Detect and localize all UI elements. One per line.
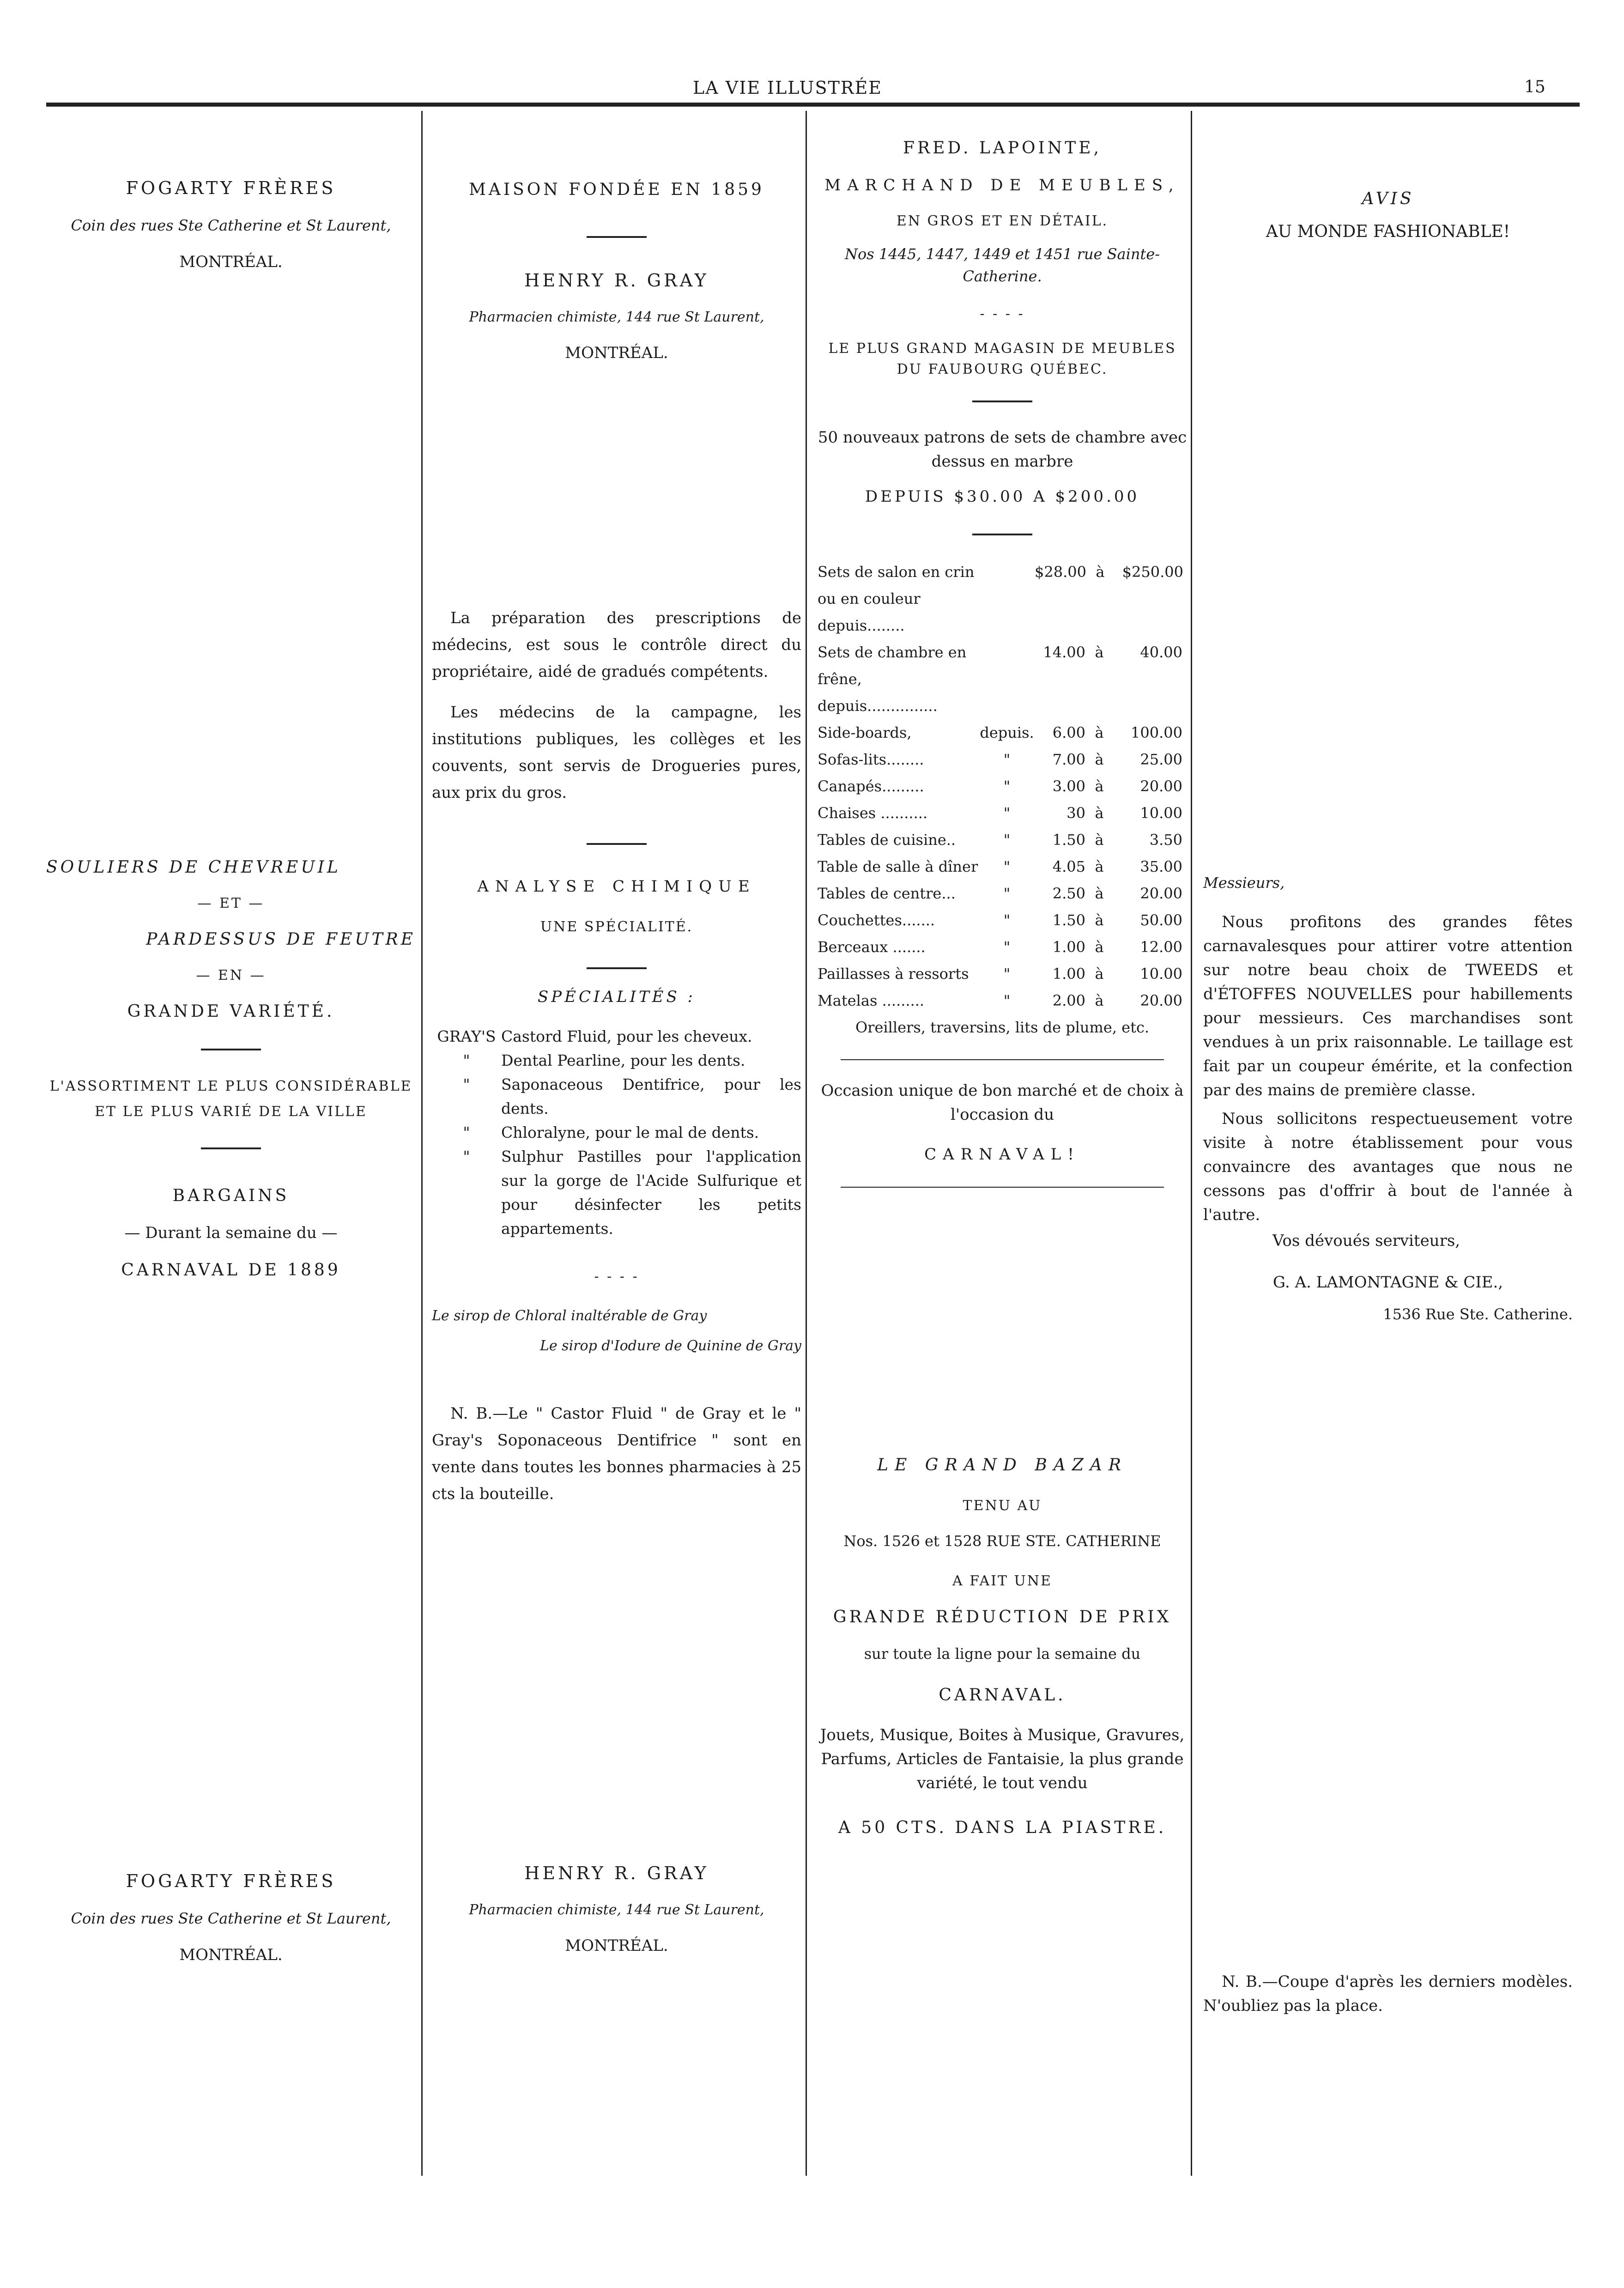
avis-heading: AVIS [1362, 189, 1414, 208]
list-text: Chloralyne, pour le mal de dents. [501, 1123, 759, 1141]
patrons-line: 50 nouveaux patrons de sets de chambre avec dessus en marbre [818, 428, 1187, 471]
list-text: Saponaceous Dentifrice, pour les dents. [501, 1075, 801, 1117]
column-fogarty [46, 111, 416, 1964]
bazar-address: Nos. 1526 et 1528 RUE STE. CATHERINE [843, 1532, 1161, 1550]
analyse-heading: ANALYSE CHIMIQUE [477, 877, 756, 896]
ad-connector-en: — EN — [196, 967, 266, 983]
price-row [818, 746, 1187, 773]
price-item: Side-boards, [818, 724, 912, 741]
price-to: 25.00 [1140, 751, 1182, 768]
price-row [818, 880, 1187, 907]
price-item: Sets de salon en crin ou en couleur depuis........ [818, 563, 975, 634]
bazar-reduction: GRANDE RÉDUCTION DE PRIX [833, 1608, 1172, 1626]
price-item: Chaises .......... [818, 804, 928, 822]
price-row [818, 719, 1187, 746]
advertiser-name: FOGARTY FRÈRES [126, 178, 336, 198]
advertiser-city: MONTRÉAL. [179, 253, 283, 271]
list-mark: " [463, 1123, 470, 1141]
bazar-ligne: sur toute la ligne pour la semaine du [864, 1645, 1141, 1663]
price-ditto: " [1003, 777, 1011, 795]
column-divider [421, 111, 423, 2176]
price-ditto: depuis. [980, 724, 1034, 741]
price-from: 3.00 [1052, 777, 1085, 795]
salutation: Messieurs, [1203, 874, 1285, 892]
price-a: à [1095, 777, 1104, 795]
price-ditto: " [1003, 858, 1011, 875]
signature-line-2: G. A. LAMONTAGNE & CIE., [1273, 1273, 1503, 1292]
price-to: 35.00 [1140, 858, 1182, 875]
price-ditto: " [1003, 831, 1011, 849]
column-divider [1191, 111, 1192, 2176]
price-ditto: " [1003, 885, 1011, 902]
bazar-title: LE GRAND BAZAR [877, 1456, 1127, 1475]
depuis-line: DEPUIS $30.00 A $200.00 [865, 487, 1140, 506]
price-a: à [1095, 858, 1104, 875]
price-ditto: " [1003, 751, 1011, 768]
price-a: à [1095, 885, 1104, 902]
price-to: 100.00 [1131, 724, 1182, 741]
price-ditto [979, 639, 1035, 719]
ad-line-bargains: BARGAINS [172, 1186, 290, 1205]
price-row [818, 853, 1187, 880]
price-to: 10.00 [1140, 965, 1182, 983]
page-number: 15 [1524, 78, 1545, 97]
list-mark: " [463, 1075, 470, 1093]
ad-line-souliers: SOULIERS DE CHEVREUIL [46, 858, 341, 877]
price-a: à [1095, 643, 1104, 661]
bazar-price: A 50 CTS. DANS LA PIASTRE. [838, 1818, 1167, 1837]
price-to: 3.50 [1149, 831, 1182, 849]
price-from: $28.00 [1035, 563, 1086, 581]
advertiser-trade: MARCHAND DE MEUBLES, [824, 176, 1180, 194]
oreillers-line: Oreillers, traversins, lits de plume, etc. [855, 1019, 1150, 1036]
price-ditto: " [1003, 965, 1011, 983]
price-from: 7.00 [1052, 751, 1085, 768]
nota-bene: N. B.—Le " Castor Fluid " de Gray et le " Gray's Soponaceous Dentifrice " sont en vente dans toutes les bonnes pharmacies à 25 cts la bouteille. [432, 1404, 801, 1503]
advertiser-address: Coin des rues Ste Catherine et St Laurent, [71, 1910, 391, 1927]
ad-line-carnaval: CARNAVAL DE 1889 [121, 1261, 341, 1280]
price-item: Sets de chambre en frêne, depuis............... [818, 643, 967, 715]
advertiser-name: FOGARTY FRÈRES [126, 1871, 336, 1891]
price-from: 2.00 [1052, 992, 1085, 1009]
price-row [818, 934, 1187, 960]
section-rule [201, 1147, 261, 1149]
list-item [432, 1025, 801, 1049]
price-to: 10.00 [1140, 804, 1182, 822]
price-a: à [1095, 965, 1104, 983]
section-rule [841, 1187, 1164, 1188]
price-from: 2.50 [1052, 885, 1085, 902]
advertiser-address: Pharmacien chimiste, 144 rue St Laurent, [469, 1902, 764, 1918]
column-lapointe [818, 111, 1187, 1837]
section-dots: - - - - [980, 306, 1025, 322]
price-from: 4.05 [1052, 858, 1085, 875]
price-item: Paillasses à ressorts [818, 965, 969, 983]
price-a: à [1095, 804, 1104, 822]
bazar-carnaval: CARNAVAL. [939, 1686, 1066, 1705]
price-from: 1.00 [1052, 965, 1085, 983]
price-a: à [1095, 724, 1104, 741]
ad-line-semaine: — Durant la semaine du — [124, 1224, 338, 1242]
advertiser-address: Pharmacien chimiste, 144 rue St Laurent, [469, 309, 764, 325]
carnaval-line: CARNAVAL! [924, 1145, 1080, 1164]
magasin-line-2: DU FAUBOURG QUÉBEC. [897, 361, 1108, 377]
list-mark: GRAY'S [437, 1027, 496, 1045]
advertiser-name: FRED. LAPOINTE, [903, 139, 1102, 158]
price-a: à [1096, 563, 1105, 581]
price-from: 6.00 [1052, 724, 1085, 741]
ad-line-pardessus: PARDESSUS DE FEUTRE [146, 930, 416, 949]
magasin-line-1: LE PLUS GRAND MAGASIN DE MEUBLES [828, 340, 1176, 357]
section-dots: - - - - [594, 1268, 639, 1285]
price-to: 12.00 [1140, 938, 1182, 956]
advertiser-address: Nos 1445, 1447, 1449 et 1451 rue Sainte-Catherine. [844, 245, 1160, 285]
paragraph-prescriptions: La préparation des prescriptions de médecins, est sous le contrôle direct du propriétaire, aidé de gradués compétents. [432, 609, 801, 681]
section-rule [972, 534, 1032, 535]
advertiser-city: MONTRÉAL. [179, 1946, 283, 1964]
list-item [432, 1049, 801, 1073]
paragraph-medecins: Les médecins de la campagne, les institutions publiques, les collèges et les couvents, sont servis de Drogueries pures, aux prix du gros. [432, 703, 801, 802]
price-list [818, 558, 1187, 1014]
price-item: Berceaux ....... [818, 938, 926, 956]
price-from: 14.00 [1043, 643, 1085, 661]
nota-bene: N. B.—Coupe d'après les derniers modèles. N'oubliez pas la place. [1203, 1972, 1573, 2015]
specialites-list [432, 1025, 801, 1241]
signature-line-1: Vos dévoués serviteurs, [1273, 1232, 1460, 1250]
founded-line: MAISON FONDÉE EN 1859 [469, 180, 764, 199]
price-row [818, 987, 1187, 1014]
advertiser-name: HENRY R. GRAY [524, 1863, 709, 1883]
ad-connector-et: — ET — [197, 895, 265, 911]
list-item [432, 1073, 801, 1121]
advertiser-address: Coin des rues Ste Catherine et St Laurent, [71, 217, 391, 234]
ad-line-variete: GRANDE VARIÉTÉ. [127, 1002, 335, 1021]
price-row [818, 800, 1187, 826]
price-ditto: " [1003, 938, 1011, 956]
bazar-tenu: TENU AU [963, 1498, 1042, 1514]
section-rule [201, 1049, 261, 1050]
price-row [818, 639, 1187, 719]
advertiser-gros: EN GROS ET EN DÉTAIL. [896, 213, 1109, 229]
price-to: 40.00 [1140, 643, 1182, 661]
advertiser-name: HENRY R. GRAY [524, 270, 709, 291]
specialites-heading: SPÉCIALITÉS : [537, 988, 696, 1006]
section-rule [587, 967, 647, 969]
price-ditto: " [1003, 804, 1011, 822]
price-to: 20.00 [1140, 777, 1182, 795]
advertiser-city: MONTRÉAL. [565, 344, 668, 362]
price-a: à [1095, 751, 1104, 768]
price-to: 20.00 [1140, 992, 1182, 1009]
ad-line-assortiment: L'ASSORTIMENT LE PLUS CONSIDÉRABLE [49, 1078, 412, 1094]
price-item: Canapés......... [818, 777, 924, 795]
price-item: Tables de cuisine.. [818, 831, 956, 849]
price-item: Tables de centre... [818, 885, 956, 902]
price-a: à [1095, 911, 1104, 929]
section-rule [972, 401, 1032, 402]
advertiser-city: MONTRÉAL. [565, 1936, 668, 1955]
price-row [818, 558, 1187, 639]
price-to: $250.00 [1122, 563, 1183, 581]
price-item: Matelas ......... [818, 992, 925, 1009]
price-from: 1.00 [1052, 938, 1085, 956]
list-text: Castord Fluid, pour les cheveux. [501, 1027, 752, 1045]
list-item [432, 1121, 801, 1145]
price-ditto [979, 558, 1035, 639]
price-item: Sofas-lits........ [818, 751, 924, 768]
sirop-chloral: Le sirop de Chloral inaltérable de Gray [432, 1308, 707, 1324]
price-a: à [1095, 992, 1104, 1009]
analyse-subheading: UNE SPÉCIALITÉ. [540, 919, 693, 935]
bazar-fait: A FAIT UNE [952, 1573, 1052, 1589]
signature-line-3: 1536 Rue Ste. Catherine. [1383, 1305, 1573, 1323]
ad-line-ville: ET LE PLUS VARIÉ DE LA VILLE [95, 1104, 367, 1120]
monde-heading: AU MONDE FASHIONABLE! [1266, 222, 1510, 241]
page-header-title: LA VIE ILLUSTRÉE [693, 78, 882, 98]
section-rule [587, 843, 647, 845]
column-divider [806, 111, 807, 2176]
paragraph-tweeds: Nous profitons des grandes fêtes carnavalesques pour attirer votre attention sur notre beau choix de TWEEDS et d'ÉTOFFES NOUVELLES pour habillements pour messieurs. Ces marchandises sont vendues à un prix raisonnable. Le taillage est fait par un coupeur émérite, et la confection par des mains de première classe. [1203, 913, 1573, 1099]
price-item: Couchettes....... [818, 911, 935, 929]
price-row [818, 960, 1187, 987]
price-item: Table de salle à dîner [818, 858, 978, 875]
column-lamontagne [1203, 111, 1573, 2018]
column-gray [432, 111, 801, 1955]
price-from: 1.50 [1052, 911, 1085, 929]
bazar-items: Jouets, Musique, Boites à Musique, Gravures, Parfums, Articles de Fantaisie, la plus grande variété, le tout vendu [820, 1726, 1185, 1792]
price-to: 20.00 [1140, 885, 1182, 902]
list-mark: " [463, 1051, 470, 1069]
section-rule [587, 236, 647, 238]
header-rule [46, 103, 1580, 107]
price-from: 1.50 [1052, 831, 1085, 849]
occasion-line: Occasion unique de bon marché et de choix à l'occasion du [821, 1081, 1184, 1124]
section-rule [841, 1059, 1164, 1060]
price-a: à [1095, 938, 1104, 956]
paragraph-visite: Nous sollicitons respectueusement votre visite à notre établissement pour vous convaincre des avantages que nous ne cessons pas d'offrir à bout de l'année à l'autre. [1203, 1110, 1573, 1224]
list-item [432, 1145, 801, 1241]
price-row [818, 773, 1187, 800]
price-from: 30 [1067, 804, 1085, 822]
list-mark: " [463, 1147, 470, 1165]
price-ditto: " [1003, 911, 1011, 929]
list-text: Sulphur Pastilles pour l'application sur la gorge de l'Acide Sulfurique et pour désinfecter les petits appartements. [501, 1147, 801, 1238]
list-text: Dental Pearline, pour les dents. [501, 1051, 745, 1069]
price-ditto: " [1003, 992, 1011, 1009]
price-a: à [1095, 831, 1104, 849]
price-to: 50.00 [1140, 911, 1182, 929]
price-row [818, 826, 1187, 853]
price-row [818, 907, 1187, 934]
sirop-iodure: Le sirop d'Iodure de Quinine de Gray [539, 1338, 801, 1354]
